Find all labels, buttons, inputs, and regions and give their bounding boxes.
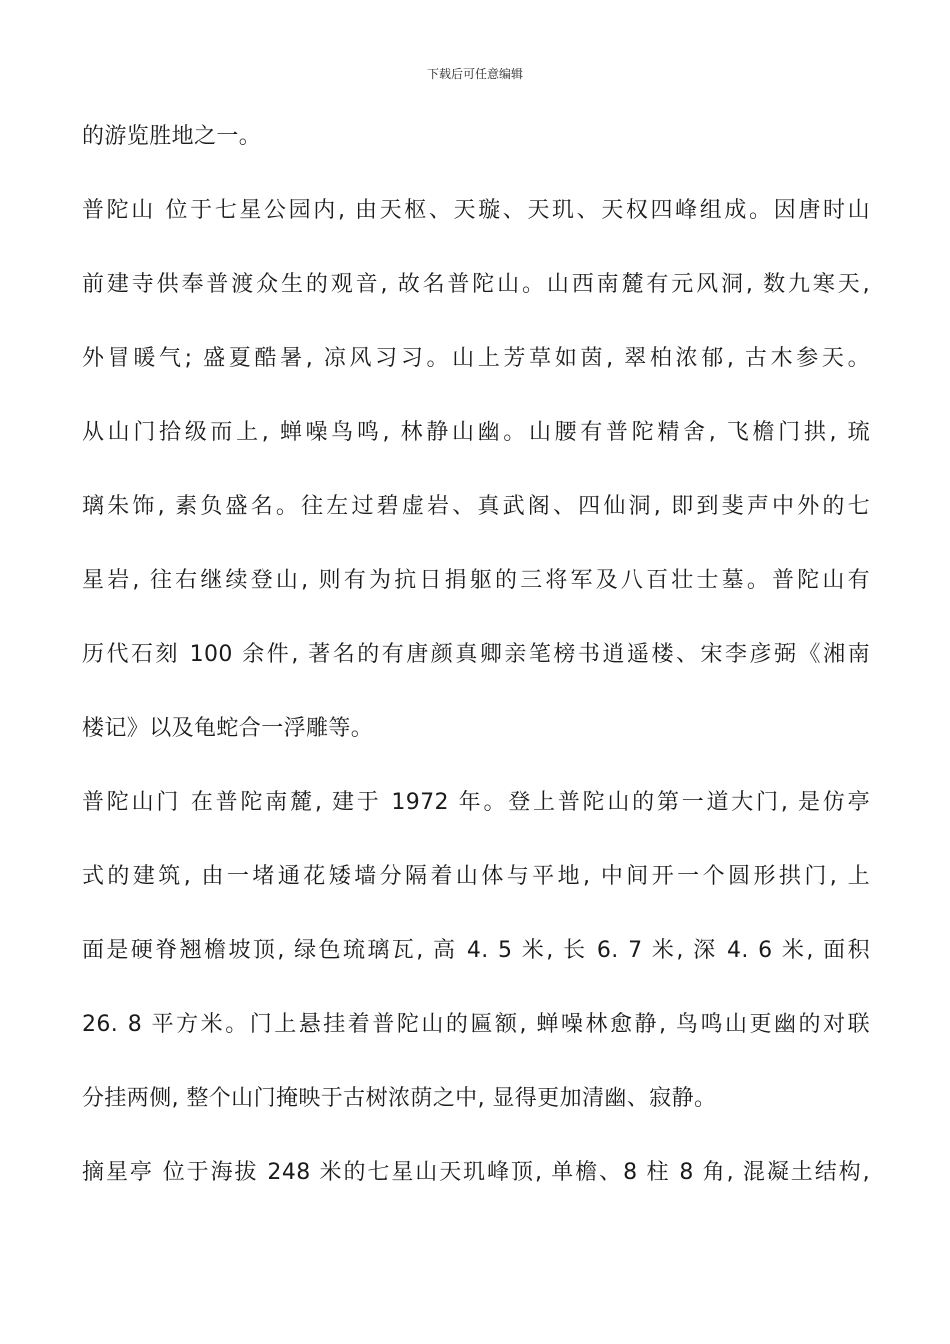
line-gap	[82, 451, 872, 488]
line-gap	[82, 599, 872, 636]
line-gap	[82, 821, 872, 858]
text-line-14: 分挂两侧, 整个山门掩映于古树浓荫之中, 显得更加清幽、寂静。	[82, 1086, 717, 1111]
text-line-6: 璃朱饰, 素负盛名。往左过碧虚岩、真武阁、四仙洞, 即到斐声中外的七	[82, 494, 870, 519]
text-line-2: 普陀山 位于七星公园内, 由天枢、天璇、天玑、天权四峰组成。因唐时山	[82, 198, 870, 223]
text-line-15: 摘星亭 位于海拔 248 米的七星山天玑峰顶, 单檐、8 柱 8 角, 混凝土结构,	[82, 1160, 870, 1185]
text-line-11: 式的建筑, 由一堵通花矮墙分隔着山体与平地, 中间开一个圆形拱门, 上	[82, 864, 870, 889]
text-line-4: 外冒暖气; 盛夏酷暑, 凉风习习。山上芳草如茵, 翠柏浓郁, 古木参天。	[82, 346, 870, 371]
document-body	[82, 118, 872, 1191]
line-gap	[82, 303, 872, 340]
line-gap	[82, 747, 872, 784]
line-gap	[82, 1117, 872, 1154]
line-gap	[82, 1043, 872, 1080]
text-line-7: 星岩, 往右继续登山, 则有为抗日捐躯的三将军及八百壮士墓。普陀山有	[82, 568, 870, 593]
text-line-1: 的游览胜地之一。	[82, 124, 262, 149]
line-gap	[82, 155, 872, 192]
page-header: 下载后可任意编辑	[426, 67, 523, 81]
line-gap	[82, 377, 872, 414]
text-line-8: 历代石刻 100 余件, 著名的有唐颜真卿亲笔榜书逍遥楼、宋李彦弼《湘南	[82, 642, 870, 667]
line-gap	[82, 525, 872, 562]
line-gap	[82, 229, 872, 266]
text-line-3: 前建寺供奉普渡众生的观音, 故名普陀山。山西南麓有元风洞, 数九寒天,	[82, 272, 870, 297]
line-gap	[82, 673, 872, 710]
text-line-9: 楼记》以及龟蛇合一浮雕等。	[82, 716, 374, 741]
text-line-5: 从山门拾级而上, 蝉噪鸟鸣, 林静山幽。山腰有普陀精舍, 飞檐门拱, 琉	[82, 420, 870, 445]
text-line-10: 普陀山门 在普陀南麓, 建于 1972 年。登上普陀山的第一道大门, 是仿亭	[82, 790, 870, 815]
text-line-12: 面是硬脊翘檐坡顶, 绿色琉璃瓦, 高 4. 5 米, 长 6. 7 米, 深 4. 6 米, 面积	[82, 938, 870, 963]
line-gap	[82, 969, 872, 1006]
line-gap	[82, 895, 872, 932]
text-line-13: 26. 8 平方米。门上悬挂着普陀山的匾额, 蝉噪林愈静, 鸟鸣山更幽的对联	[82, 1012, 870, 1037]
